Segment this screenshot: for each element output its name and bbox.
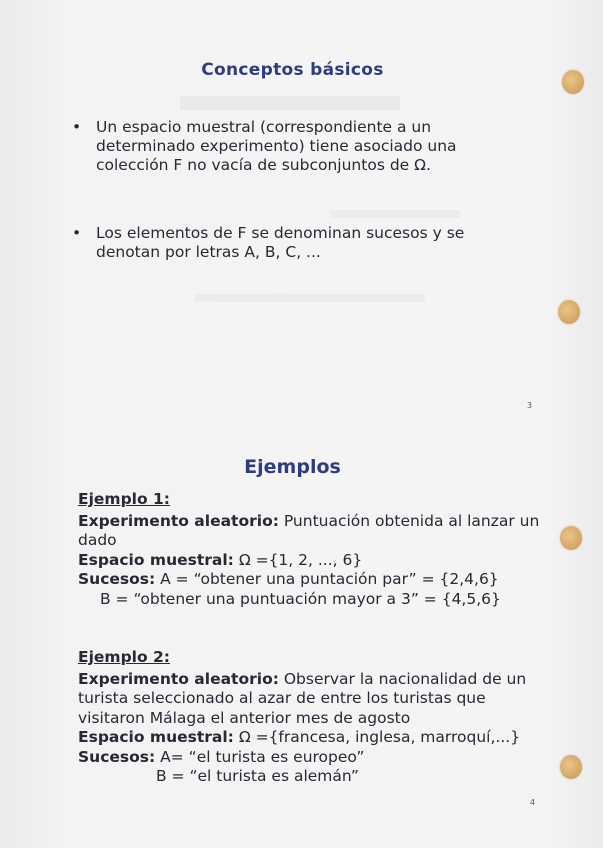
page-number: 3 [527,401,533,410]
punch-hole [560,526,582,550]
sample-space-text: Ω ={1, 2, ..., 6} [238,550,363,569]
bullet-item [72,118,492,175]
sample-space-line [78,551,548,571]
sample-space-line [78,728,548,748]
sample-space-label: Espacio muestral: [78,550,234,569]
sample-space-text: Ω ={francesa, inglesa, marroquí,...} [238,728,521,746]
slide-title: Ejemplos [244,456,341,478]
event-b: B = “el turista es alemán” [156,767,359,785]
show-through [195,294,425,302]
bullet-text: Un espacio muestral (correspondiente a un determinado experimento) tiene asociado una colección F no vacía de subconjuntos de Ω. [96,118,457,174]
events-line [78,570,548,590]
experiment-text: Puntuación obtenida al lanzar un dado [78,511,540,549]
example-heading: Ejemplo 1: [78,490,171,508]
events-label: Sucesos: [78,747,156,766]
sample-space-label: Espacio muestral: [78,728,234,746]
events-line [78,748,548,768]
bullet-text: Los elementos de F se denominan sucesos y se denotan por letras A, B, C, ... [96,224,465,261]
experiment-label: Experimento aleatorio: [78,669,279,688]
bullet-item [72,224,492,262]
event-a: A= “el turista es europeo” [160,747,365,766]
experiment-line [78,512,548,551]
slide-title: Conceptos básicos [201,60,384,80]
bullet-dot: • [72,118,82,136]
punch-hole [560,755,582,779]
page-number: 4 [530,798,536,807]
events-label: Sucesos: [78,570,156,588]
bullet-dot: • [72,224,82,242]
example-heading: Ejemplo 2: [78,648,171,666]
punch-hole [558,300,580,324]
experiment-text: Observar la nacionalidad de un turista seleccionado al azar de entre los turistas que visitaron Málaga el anterior mes de agosto [78,669,527,727]
show-through [180,96,400,110]
show-through [330,210,460,218]
example-2 [78,648,548,787]
example-1 [78,490,548,609]
event-b: B = “obtener una puntuación mayor a 3” = {4,5,6} [100,589,501,608]
event-a: A = “obtener una puntación par” = {2,4,6} [160,570,499,588]
experiment-label: Experimento aleatorio: [78,511,279,530]
experiment-line [78,670,548,729]
